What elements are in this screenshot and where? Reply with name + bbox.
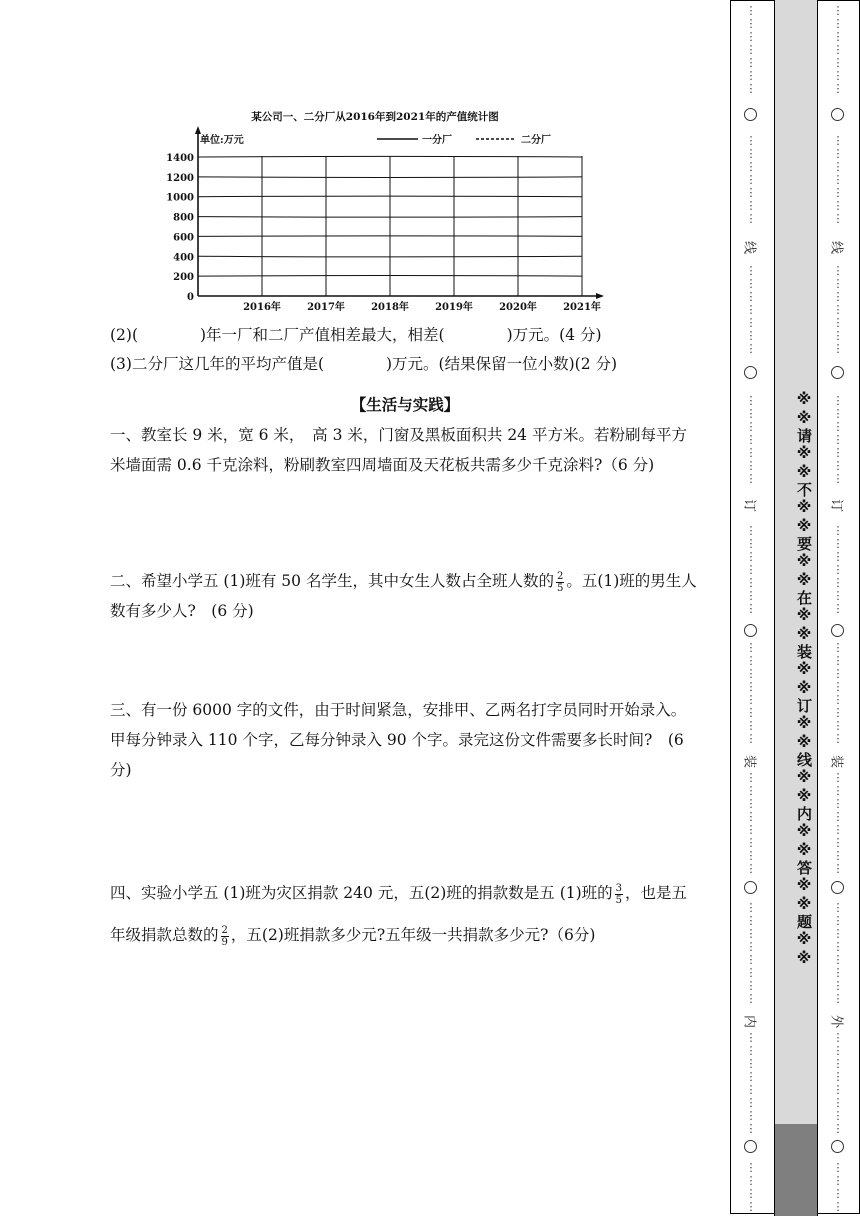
binding-dots: ⋮	[745, 173, 757, 186]
x-tick-label: 2016年	[243, 302, 281, 313]
binding-dots: ⋮	[745, 459, 757, 472]
binding-dots: ⋮	[832, 550, 844, 563]
binding-dots: ⋮	[832, 641, 844, 654]
binding-dots: ⋮	[745, 1161, 757, 1174]
x-tick-label: 2017年	[307, 302, 345, 313]
problem-1: 一、教室长 9 米，宽 6 米， 高 3 米，门窗及黑板面积共 24 平方米。若粉刷每平方米墙面需 0.6 千克涂料，粉刷教室四周墙面及天花板共需多少千克涂料?（6 分)	[110, 426, 687, 474]
binding-dots: ⋮	[745, 706, 757, 719]
binding-dots: ⋮	[832, 4, 844, 17]
binding-dots: ⋮	[832, 173, 844, 186]
binding-dots: ⋮	[832, 940, 844, 953]
binding-dots: ⋮	[832, 1174, 844, 1187]
binding-circle-icon	[831, 624, 844, 637]
binding-dots: ⋮	[832, 901, 844, 914]
binding-dots: ⋮	[832, 1096, 844, 1109]
binding-dots: ⋮	[745, 316, 757, 329]
binding-dots: ⋮	[745, 147, 757, 160]
binding-dots: ⋮	[745, 199, 757, 212]
binding-dots: ⋮	[832, 927, 844, 940]
binding-dots: ⋮	[745, 56, 757, 69]
y-tick-label: 1400	[166, 153, 194, 164]
binding-dots: ⋮	[745, 797, 757, 810]
fraction-numerator: 3	[615, 882, 623, 894]
problem-4-text-b: ，也是五年级捐款总数的	[110, 884, 688, 944]
binding-dots: ⋮	[745, 433, 757, 446]
binding-dots: ⋮	[832, 264, 844, 277]
binding-dots: ⋮	[745, 550, 757, 563]
binding-dots: ⋮	[745, 1044, 757, 1057]
binding-dots: ⋮	[832, 524, 844, 537]
fraction-numerator: 2	[221, 924, 228, 936]
binding-dots: ⋮	[832, 212, 844, 225]
binding-dots: ⋮	[832, 56, 844, 69]
binding-circle-icon	[831, 1140, 844, 1153]
chart-unit-label: 单位:万元	[200, 135, 244, 146]
binding-dots: ⋮	[745, 290, 757, 303]
inner-binding-label: 线	[741, 240, 757, 254]
binding-circle-icon	[744, 1140, 757, 1153]
outer-binding-label: 装	[828, 754, 844, 768]
binding-dots: ⋮	[832, 706, 844, 719]
outer-binding-label: 外	[828, 1014, 844, 1028]
binding-dots: ⋮	[745, 446, 757, 459]
binding-dots: ⋮	[745, 1083, 757, 1096]
binding-dots: ⋮	[832, 797, 844, 810]
binding-circle-icon	[744, 366, 757, 379]
binding-dots: ⋮	[745, 966, 757, 979]
binding-dots: ⋮	[745, 953, 757, 966]
binding-dots: ⋮	[832, 966, 844, 979]
binding-dots: ⋮	[832, 186, 844, 199]
y-tick-label: 0	[187, 292, 194, 303]
binding-dots: ⋮	[832, 537, 844, 550]
binding-circle-icon	[744, 108, 757, 121]
inner-binding-label: 订	[741, 498, 757, 512]
x-tick-label: 2021年	[563, 302, 601, 313]
production-line-chart	[130, 100, 620, 320]
binding-dots: ⋮	[832, 82, 844, 95]
binding-dots: ⋮	[745, 472, 757, 485]
binding-dark-block	[774, 1124, 818, 1216]
binding-dots: ⋮	[832, 680, 844, 693]
binding-circle-icon	[831, 366, 844, 379]
binding-dots: ⋮	[745, 940, 757, 953]
binding-dots: ⋮	[832, 30, 844, 43]
outer-binding-label: 线	[828, 240, 844, 254]
problem-2-text-a: 二、希望小学五 (1)班有 50 名学生，其中女生人数占全班人数的	[110, 572, 554, 590]
binding-dots: ⋮	[832, 1109, 844, 1122]
binding-dots: ⋮	[832, 862, 844, 875]
binding-dots: ⋮	[745, 992, 757, 1005]
fraction-two-ninths	[221, 925, 229, 948]
binding-dots: ⋮	[745, 186, 757, 199]
binding-dots: ⋮	[745, 407, 757, 420]
binding-dots: ⋮	[832, 342, 844, 355]
question-3: (3)二分厂这几年的平均产值是( )万元。(结果保留一位小数)(2 分)	[110, 355, 618, 373]
binding-dots: ⋮	[832, 472, 844, 485]
y-tick-label: 1200	[166, 172, 194, 184]
binding-dots: ⋮	[745, 810, 757, 823]
binding-dots: ⋮	[832, 290, 844, 303]
binding-dots: ⋮	[832, 316, 844, 329]
binding-dots: ⋮	[745, 641, 757, 654]
binding-dots: ⋮	[745, 277, 757, 290]
binding-dots: ⋮	[832, 459, 844, 472]
binding-warning-text: ※※请※※不※※要※※在※※装※※订※※线※※内※※答※※题※※	[795, 390, 813, 968]
binding-dots: ⋮	[832, 1122, 844, 1135]
y-axis-arrow	[195, 126, 201, 134]
binding-dots: ⋮	[745, 69, 757, 82]
binding-dots: ⋮	[832, 446, 844, 459]
binding-dots: ⋮	[832, 303, 844, 316]
binding-dots: ⋮	[832, 394, 844, 407]
binding-dots: ⋮	[745, 134, 757, 147]
binding-dots: ⋮	[745, 264, 757, 277]
chart-title: 某公司一、二分厂从2016年到2021年的产值统计图	[251, 111, 499, 123]
outer-binding-label: 订	[828, 498, 844, 512]
binding-dots: ⋮	[745, 914, 757, 927]
binding-dots: ⋮	[745, 901, 757, 914]
fraction-two-fifths	[556, 571, 564, 594]
binding-dots: ⋮	[745, 524, 757, 537]
x-tick-label: 2018年	[371, 302, 409, 313]
binding-dots: ⋮	[832, 979, 844, 992]
fraction-denominator: 5	[556, 582, 564, 594]
binding-dots: ⋮	[745, 4, 757, 17]
binding-dots: ⋮	[832, 1161, 844, 1174]
binding-dots: ⋮	[745, 537, 757, 550]
binding-dots: ⋮	[745, 1070, 757, 1083]
problem-2	[110, 566, 700, 626]
binding-dots: ⋮	[745, 342, 757, 355]
inner-binding-label: 装	[741, 754, 757, 768]
binding-dots: ⋮	[832, 654, 844, 667]
y-tick-label: 800	[173, 212, 194, 224]
question-2: (2)( )年一厂和二厂产值相差最大，相差( )万元。(4 分)	[110, 326, 602, 344]
problem-4-text-c: ，五(2)班捐款多少元?五年级一共捐款多少元?（6分)	[230, 926, 596, 944]
binding-dots: ⋮	[832, 1044, 844, 1057]
binding-dots: ⋮	[832, 329, 844, 342]
binding-dots: ⋮	[832, 576, 844, 589]
fraction-denominator: 5	[615, 894, 623, 906]
binding-dots: ⋮	[745, 1122, 757, 1135]
binding-dots: ⋮	[832, 563, 844, 576]
binding-dots: ⋮	[745, 1031, 757, 1044]
binding-dots: ⋮	[745, 849, 757, 862]
binding-dots: ⋮	[832, 69, 844, 82]
binding-dots: ⋮	[832, 160, 844, 173]
x-axis-arrow	[596, 293, 604, 299]
binding-dots: ⋮	[832, 199, 844, 212]
binding-dots: ⋮	[745, 394, 757, 407]
binding-dots: ⋮	[832, 1187, 844, 1200]
binding-dots: ⋮	[745, 927, 757, 940]
problem-2-text-b: 。五(1)班的男生人数有多少人? (6 分)	[110, 572, 697, 620]
binding-dots: ⋮	[745, 1187, 757, 1200]
binding-dots: ⋮	[745, 563, 757, 576]
binding-dots: ⋮	[832, 43, 844, 56]
inner-binding-label: 内	[741, 1014, 757, 1028]
binding-dots: ⋮	[832, 602, 844, 615]
binding-circle-icon	[744, 881, 757, 894]
y-tick-label: 1000	[166, 192, 194, 204]
binding-dots: ⋮	[832, 420, 844, 433]
y-tick-label: 600	[173, 232, 194, 244]
binding-dots: ⋮	[832, 407, 844, 420]
binding-dots: ⋮	[832, 693, 844, 706]
binding-dots: ⋮	[745, 732, 757, 745]
binding-dots: ⋮	[832, 914, 844, 927]
binding-dots: ⋮	[745, 1057, 757, 1070]
binding-dots: ⋮	[832, 823, 844, 836]
binding-dots: ⋮	[745, 836, 757, 849]
x-tick-label: 2019年	[435, 302, 473, 313]
binding-dots: ⋮	[832, 1200, 844, 1213]
binding-dots: ⋮	[745, 680, 757, 693]
binding-dots: ⋮	[832, 953, 844, 966]
binding-dots: ⋮	[745, 693, 757, 706]
legend-series-2: 二分厂	[521, 135, 551, 146]
binding-dots: ⋮	[745, 1174, 757, 1187]
problem-4	[110, 872, 700, 956]
y-tick-label: 400	[173, 252, 194, 264]
binding-dots: ⋮	[745, 43, 757, 56]
fraction-numerator: 2	[556, 570, 564, 582]
binding-dots: ⋮	[745, 420, 757, 433]
binding-dots: ⋮	[832, 849, 844, 862]
binding-dots: ⋮	[745, 82, 757, 95]
problem-3: 三、有一份 6000 字的文件，由于时间紧急，安排甲、乙两名打字员同时开始录入。甲每分钟录入 110 个字，乙每分钟录入 90 个字。录完这份文件需要多长时间? (6 分)	[110, 701, 687, 779]
binding-dots: ⋮	[832, 147, 844, 160]
binding-circle-icon	[831, 108, 844, 121]
binding-dots: ⋮	[745, 17, 757, 30]
binding-dots: ⋮	[745, 862, 757, 875]
binding-dots: ⋮	[832, 134, 844, 147]
binding-dots: ⋮	[832, 667, 844, 680]
x-tick-label: 2020年	[499, 302, 537, 313]
fraction-three-fifths	[615, 883, 623, 906]
inner-binding-column	[740, 0, 762, 1216]
binding-dots: ⋮	[745, 329, 757, 342]
binding-dots: ⋮	[832, 1057, 844, 1070]
binding-dots: ⋮	[745, 719, 757, 732]
binding-dots: ⋮	[745, 784, 757, 797]
binding-dots: ⋮	[745, 979, 757, 992]
binding-dots: ⋮	[745, 212, 757, 225]
binding-dots: ⋮	[832, 732, 844, 745]
binding-circle-icon	[831, 881, 844, 894]
binding-dots: ⋮	[832, 836, 844, 849]
binding-dots: ⋮	[832, 433, 844, 446]
binding-dots: ⋮	[832, 1031, 844, 1044]
binding-dots: ⋮	[832, 277, 844, 290]
binding-dots: ⋮	[745, 771, 757, 784]
binding-dots: ⋮	[745, 823, 757, 836]
binding-dots: ⋮	[745, 1096, 757, 1109]
binding-dots: ⋮	[832, 589, 844, 602]
problem-4-text-a: 四、实验小学五 (1)班为灾区捐款 240 元，五(2)班的捐款数是五 (1)班的	[110, 884, 613, 902]
chart-svg	[130, 100, 620, 320]
binding-dots: ⋮	[832, 771, 844, 784]
binding-dots: ⋮	[745, 589, 757, 602]
section-title: 【生活与实践】	[350, 395, 460, 414]
binding-dots: ⋮	[832, 810, 844, 823]
fraction-denominator: 9	[221, 936, 228, 948]
binding-dots: ⋮	[832, 1070, 844, 1083]
binding-dots: ⋮	[832, 17, 844, 30]
outer-binding-column	[827, 0, 849, 1216]
binding-dots: ⋮	[832, 784, 844, 797]
binding-dots: ⋮	[745, 667, 757, 680]
binding-dots: ⋮	[832, 719, 844, 732]
binding-dots: ⋮	[745, 602, 757, 615]
binding-dots: ⋮	[832, 992, 844, 1005]
y-tick-label: 200	[173, 272, 194, 284]
binding-dots: ⋮	[745, 576, 757, 589]
binding-dots: ⋮	[745, 1109, 757, 1122]
binding-dots: ⋮	[745, 303, 757, 316]
binding-circle-icon	[744, 624, 757, 637]
legend-series-1: 一分厂	[422, 135, 452, 146]
binding-dots: ⋮	[745, 30, 757, 43]
binding-dots: ⋮	[745, 654, 757, 667]
binding-dots: ⋮	[745, 160, 757, 173]
binding-dots: ⋮	[745, 1200, 757, 1213]
binding-dots: ⋮	[832, 1083, 844, 1096]
